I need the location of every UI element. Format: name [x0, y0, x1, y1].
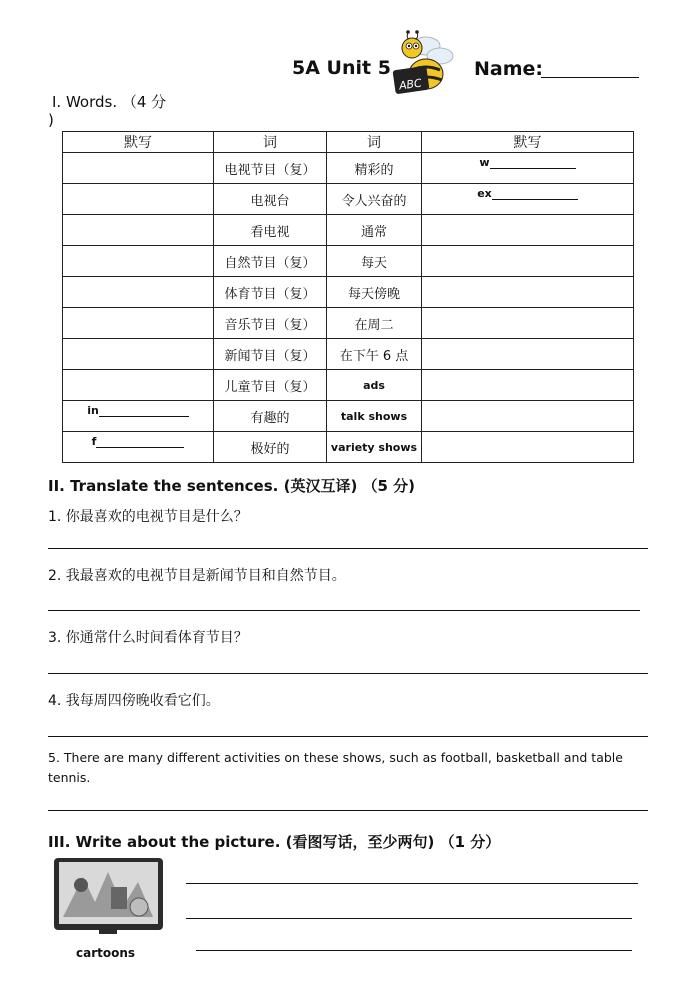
- picture-caption: cartoons: [76, 946, 136, 960]
- word-cell: talk shows: [327, 401, 422, 432]
- word-cell: 看电视: [214, 215, 327, 246]
- answer-cell[interactable]: [422, 246, 634, 277]
- table-row: [63, 215, 634, 246]
- answer-cell[interactable]: [422, 370, 634, 401]
- word-cell: 有趣的: [214, 401, 327, 432]
- word-cell: 精彩的: [327, 153, 422, 184]
- word-cell: 电视台: [214, 184, 327, 215]
- answer-cell[interactable]: [422, 277, 634, 308]
- table-row: [63, 153, 634, 184]
- table-row: [63, 308, 634, 339]
- column-header: 词: [214, 132, 327, 153]
- question-4: 4. 我每周四傍晚收看它们。: [48, 693, 220, 709]
- answer-cell[interactable]: [63, 184, 214, 215]
- hint-letter: ex: [477, 187, 492, 200]
- answer-cell[interactable]: [422, 308, 634, 339]
- section1-heading-end: ): [48, 111, 54, 129]
- word-cell: 在下午 6 点: [327, 339, 422, 370]
- answer-cell[interactable]: [63, 432, 214, 463]
- word-cell: 自然节目（复）: [214, 246, 327, 277]
- table-row: [63, 339, 634, 370]
- table-row: [63, 246, 634, 277]
- answer-cell[interactable]: [422, 153, 634, 184]
- answer-cell[interactable]: [63, 339, 214, 370]
- word-cell: 每天: [327, 246, 422, 277]
- word-cell: 电视节目（复）: [214, 153, 327, 184]
- word-cell: ads: [327, 370, 422, 401]
- word-cell: 新闻节目（复）: [214, 339, 327, 370]
- answer-cell[interactable]: [422, 432, 634, 463]
- answer-line-1[interactable]: [48, 548, 648, 549]
- answer-cell[interactable]: [422, 215, 634, 246]
- word-cell: 令人兴奋的: [327, 184, 422, 215]
- section2-heading: II. Translate the sentences. (英汉互译) （5 分): [48, 477, 416, 495]
- word-cell: variety shows: [327, 432, 422, 463]
- hint-letter: f: [91, 435, 97, 448]
- writing-line-3[interactable]: [196, 950, 632, 951]
- table-row: [63, 184, 634, 215]
- name-label: Name:: [474, 58, 544, 80]
- answer-cell[interactable]: [63, 370, 214, 401]
- answer-line-4[interactable]: [48, 736, 648, 737]
- column-header: 词: [327, 132, 422, 153]
- word-cell: 在周二: [327, 308, 422, 339]
- question-1: 1. 你最喜欢的电视节目是什么？: [48, 509, 248, 525]
- word-cell: 音乐节目（复）: [214, 308, 327, 339]
- hint-letter: in: [87, 404, 99, 417]
- column-header: 默写: [63, 132, 214, 153]
- bee-mascot-icon: [384, 30, 464, 102]
- answer-cell[interactable]: [63, 308, 214, 339]
- column-header: 默写: [422, 132, 634, 153]
- answer-cell[interactable]: [422, 184, 634, 215]
- table-header-row: [63, 132, 634, 153]
- question-5: 5. There are many different activities on these shows, such as football, basketball and table tennis.: [48, 750, 623, 785]
- word-cell: 体育节目（复）: [214, 277, 327, 308]
- section3-heading: III. Write about the picture. (看图写话，至少两句) （1 分）: [48, 833, 501, 851]
- table-row: [63, 432, 634, 463]
- word-cell: 每天傍晚: [327, 277, 422, 308]
- answer-line-2[interactable]: [48, 610, 640, 611]
- table-row: [63, 277, 634, 308]
- answer-cell[interactable]: [63, 277, 214, 308]
- answer-line-3[interactable]: [48, 673, 648, 674]
- answer-cell[interactable]: [422, 401, 634, 432]
- name-input-line[interactable]: [541, 77, 639, 78]
- words-table: [62, 131, 634, 463]
- table-row: [63, 370, 634, 401]
- answer-line-5[interactable]: [48, 810, 648, 811]
- word-cell: 儿童节目（复）: [214, 370, 327, 401]
- hint-letter: w: [479, 156, 490, 169]
- question-3: 3. 你通常什么时间看体育节目？: [48, 630, 248, 646]
- answer-cell[interactable]: [63, 153, 214, 184]
- question-2: 2. 我最喜欢的电视节目是新闻节目和自然节目。: [48, 568, 346, 584]
- answer-cell[interactable]: [422, 339, 634, 370]
- writing-line-1[interactable]: [186, 883, 638, 884]
- table-row: [63, 401, 634, 432]
- answer-cell[interactable]: [63, 215, 214, 246]
- badge-text: ABC: [398, 76, 423, 93]
- word-cell: 极好的: [214, 432, 327, 463]
- worksheet-title: 5A Unit 5: [292, 57, 391, 79]
- section1-heading: Ⅰ. Words. （4 分: [52, 93, 167, 111]
- answer-cell[interactable]: [63, 401, 214, 432]
- answer-cell[interactable]: [63, 246, 214, 277]
- writing-line-2[interactable]: [186, 918, 632, 919]
- tv-cartoon-picture: [53, 857, 164, 935]
- word-cell: 通常: [327, 215, 422, 246]
